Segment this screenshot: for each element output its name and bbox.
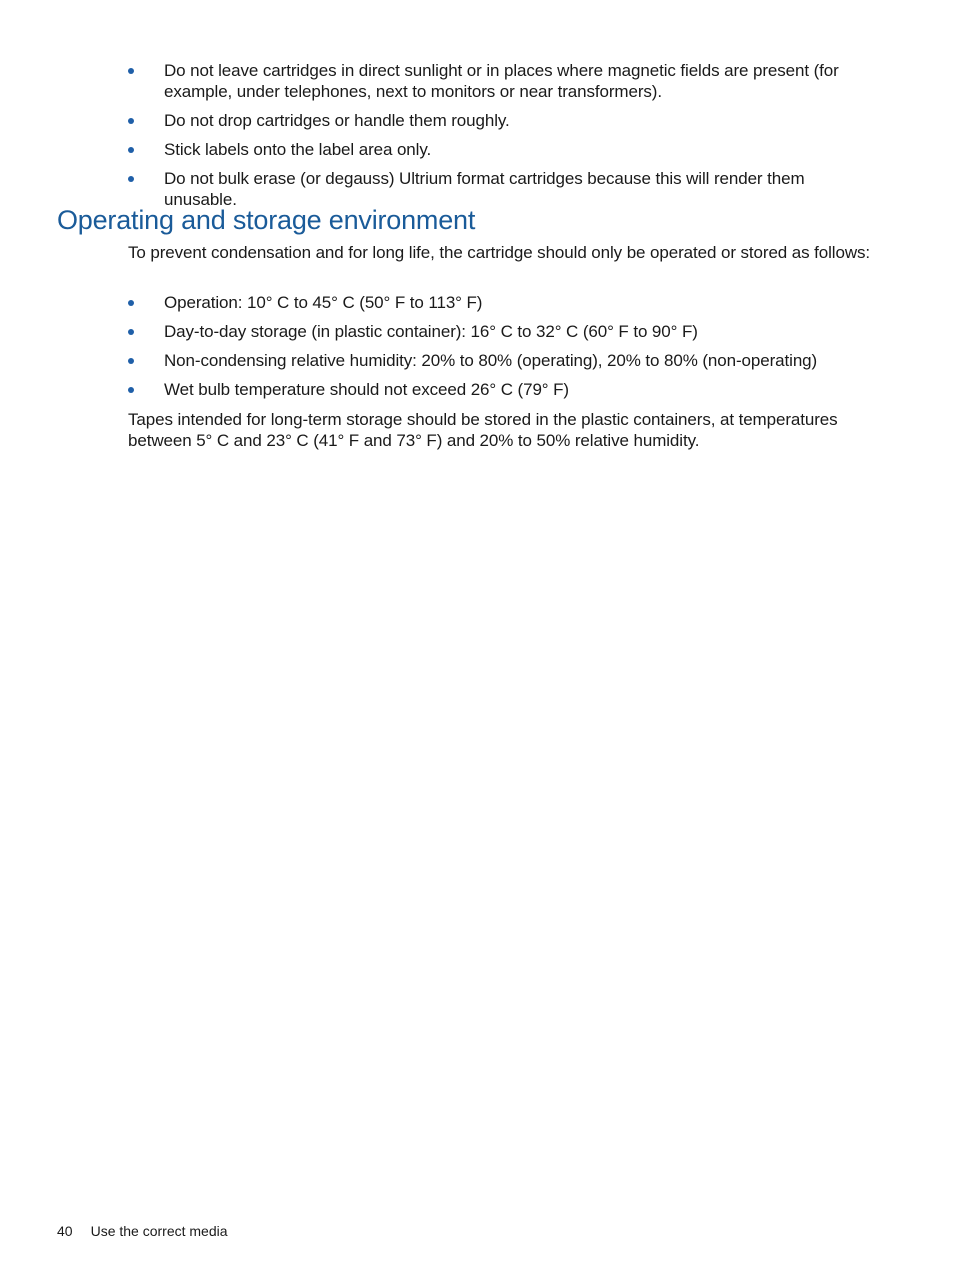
bullet-icon: [128, 329, 134, 335]
list-item-text: Do not bulk erase (or degauss) Ultrium format cartridges because this will render them unusable.: [164, 169, 805, 209]
environment-spec-list: [128, 292, 873, 408]
page-number: 40: [57, 1223, 73, 1239]
list-item: [128, 110, 873, 131]
bullet-icon: [128, 387, 134, 393]
list-item: [128, 292, 873, 313]
list-item: [128, 379, 873, 400]
section-closing-paragraph: Tapes intended for long-term storage should be stored in the plastic containers, at temperatures between 5° C and 23° C (41° F and 73° F) and 20% to 50% relative humidity.: [128, 410, 838, 450]
list-item-text: Operation: 10° C to 45° C (50° F to 113° F): [164, 293, 483, 312]
handling-guidelines-list: [128, 60, 873, 218]
bullet-icon: [128, 300, 134, 306]
bullet-icon: [128, 147, 134, 153]
list-item-text: Day-to-day storage (in plastic container): 16° C to 32° C (60° F to 90° F): [164, 322, 698, 341]
list-item-text: Non-condensing relative humidity: 20% to 80% (operating), 20% to 80% (non-operating): [164, 351, 818, 370]
bullet-icon: [128, 118, 134, 124]
list-item-text: Do not drop cartridges or handle them roughly.: [164, 111, 510, 130]
list-item: [128, 139, 873, 160]
section-heading: Operating and storage environment: [57, 205, 476, 235]
bullet-icon: [128, 176, 134, 182]
list-item-text: Stick labels onto the label area only.: [164, 140, 432, 159]
list-item: [128, 321, 873, 342]
bullet-icon: [128, 68, 134, 74]
list-item: [128, 60, 873, 102]
section-intro: To prevent condensation and for long life, the cartridge should only be operated or stored as follows:: [128, 243, 871, 262]
bullet-icon: [128, 358, 134, 364]
list-item-text: Do not leave cartridges in direct sunlight or in places where magnetic fields are present (for example, under telephones, next to monitors or near transformers).: [164, 61, 839, 101]
page-footer: [57, 1222, 228, 1240]
list-item-text: Wet bulb temperature should not exceed 26° C (79° F): [164, 380, 569, 399]
chapter-title: Use the correct media: [90, 1223, 228, 1239]
list-item: [128, 350, 873, 371]
